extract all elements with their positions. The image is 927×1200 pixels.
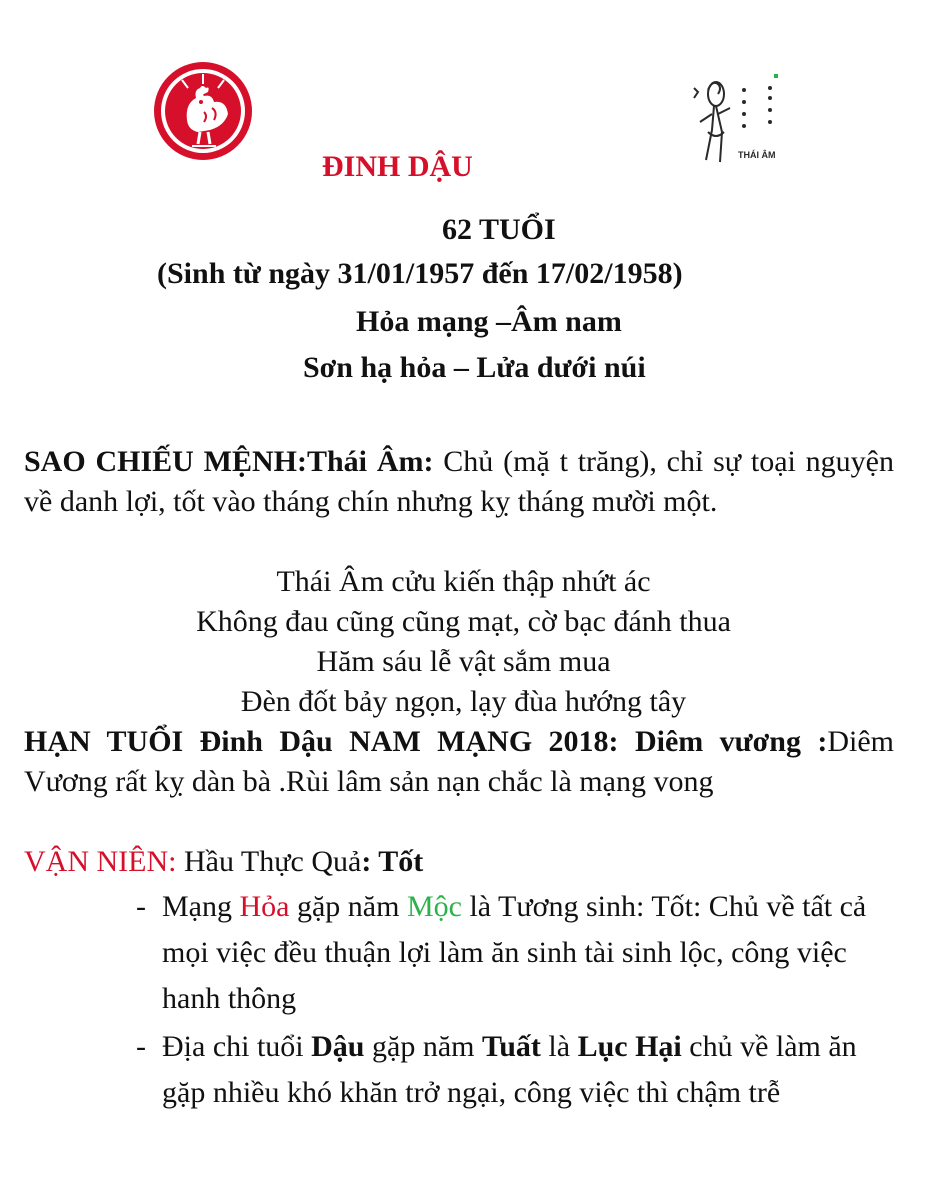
bullet-text: gặp năm [364, 1030, 482, 1063]
list-item [136, 884, 896, 1022]
age-line: 62 TUỔI [442, 213, 556, 246]
bullet-text: là [540, 1030, 578, 1063]
figure-label: THÁI ÂM [738, 150, 776, 160]
han-text: Diêm Vương rất kỵ dàn bà .Rùi lâm sản nạn chắc là mạng vong [24, 725, 894, 798]
sao-star: Thái Âm: [306, 445, 434, 478]
sao-chieu-menh-paragraph [24, 442, 894, 522]
van-nien-line [24, 842, 894, 882]
van-nien-colon: : [168, 845, 184, 878]
han-tuoi-paragraph [24, 722, 894, 802]
page-title: ĐINH DẬU [322, 150, 473, 183]
bullet-text: chủ về làm ăn gặp nhiều khó khăn trở ngại, công việc thì chậm trễ [162, 1030, 857, 1109]
list-item [136, 1024, 896, 1116]
dau-word: Dậu [311, 1030, 365, 1063]
thai-am-figure-icon [686, 70, 786, 166]
bullet-dash: - [136, 890, 146, 923]
van-nien-result: : Tốt [361, 845, 424, 878]
poem-line: Thái Âm cửu kiến thập nhứt ác [276, 565, 651, 598]
bullet-text: gặp năm [289, 890, 407, 923]
napam-line: Sơn hạ hỏa – Lửa dưới núi [303, 351, 646, 384]
sao-label: SAO CHIẾU MỆNH: [24, 445, 307, 478]
moc-word: Mộc [406, 890, 462, 923]
bullet-text: Mạng [162, 890, 240, 923]
sao-text: Chủ (mặ t trăng), chỉ sự toại nguyện về danh lợi, tốt vào tháng chín nhưng kỵ tháng mười một. [24, 445, 894, 518]
poem-line: Đèn đốt bảy ngọn, lạy đùa hướng tây [240, 685, 687, 718]
bullet-text: là Tương sinh: Tốt: Chủ về tất cả mọi việc đều thuận lợi làm ăn sinh tài sinh lộc, công việc hanh thông [162, 890, 867, 1015]
tuat-word: Tuất [481, 1030, 541, 1063]
hoa-word: Hỏa [239, 890, 290, 923]
poem-line: Không đau cũng cũng mạt, cờ bạc đánh thua [196, 605, 731, 638]
bullet-dash: - [136, 1030, 146, 1063]
poem [0, 562, 927, 722]
element-line: Hỏa mạng –Âm nam [356, 305, 622, 338]
van-nien-label: VẬN NIÊN [24, 845, 169, 878]
luc-hai-word: Lục Hại [577, 1030, 682, 1063]
rooster-seal-icon [152, 60, 254, 162]
birth-range: (Sinh từ ngày 31/01/1957 đến 17/02/1958) [157, 257, 683, 290]
poem-line: Hăm sáu lễ vật sắm mua [316, 645, 611, 678]
han-label: HẠN TUỔI Đinh Dậu NAM MẠNG 2018: Diêm vương : [24, 725, 828, 758]
van-nien-name: Hầu Thực Quả [183, 845, 362, 878]
bullet-text: Địa chi tuổi [162, 1030, 312, 1063]
